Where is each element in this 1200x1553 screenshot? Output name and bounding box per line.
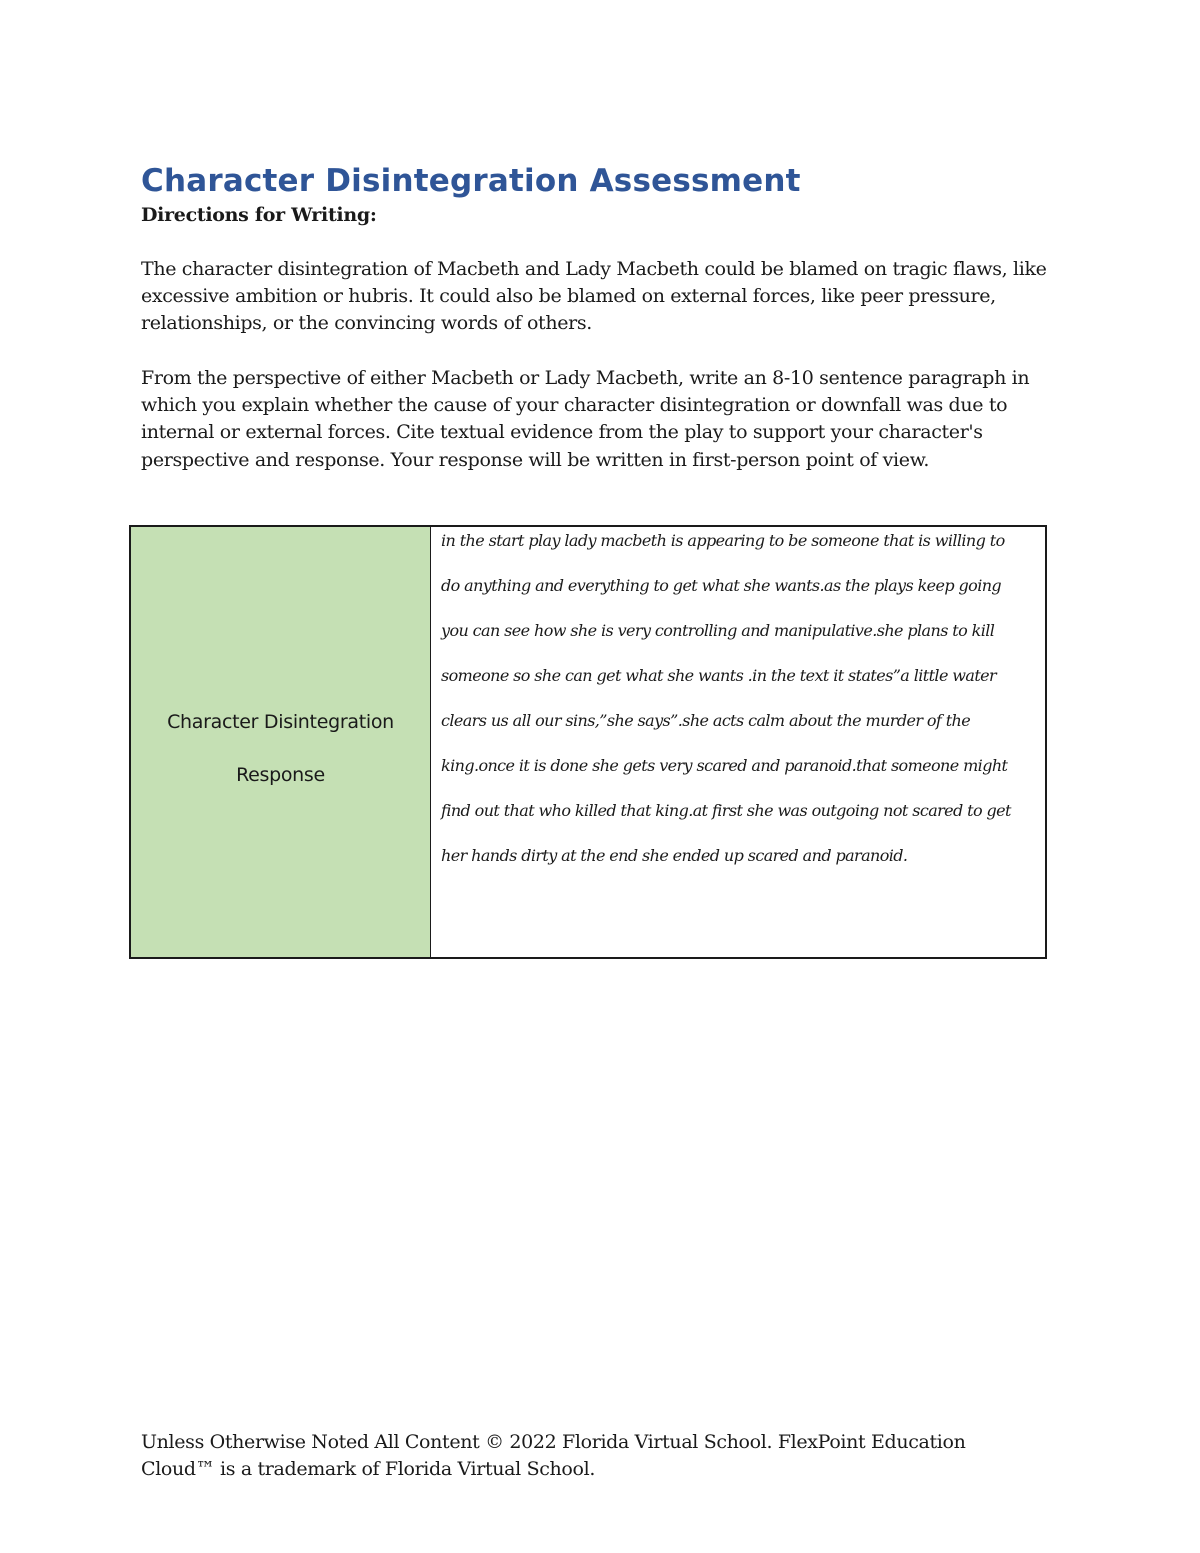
response-line: her hands dirty at the end she ended up scared and paranoid. (441, 846, 908, 865)
task-paragraph-line: internal or external forces. Cite textual evidence from the play to support your character's (141, 421, 983, 444)
response-line: do anything and everything to get what she wants.as the plays keep going (441, 576, 1002, 595)
response-line: in the start play lady macbeth is appearing to be someone that is willing to (441, 531, 1005, 550)
intro-paragraph-line: excessive ambition or hubris. It could also be blamed on external forces, like peer pressure, (141, 285, 996, 308)
response-text (441, 518, 1045, 878)
task-paragraph (141, 365, 1101, 474)
task-paragraph-line: perspective and response. Your response will be written in first-person point of view. (141, 448, 930, 471)
intro-paragraph-line: The character disintegration of Macbeth and Lady Macbeth could be blamed on tragic flaws, like (141, 258, 1047, 280)
intro-paragraph (141, 256, 1101, 338)
copyright-footer (141, 1429, 965, 1483)
directions-heading: Directions for Writing: (141, 204, 377, 226)
page-title: Character Disintegration Assessment (141, 163, 801, 199)
response-line: find out that who killed that king.at first she was outgoing not scared to get (441, 801, 1011, 820)
response-label-cell (131, 527, 431, 957)
response-label-line: Character Disintegration (167, 711, 394, 733)
response-line: you can see how she is very controlling and manipulative.she plans to kill (441, 621, 995, 640)
response-label-line: Response (236, 764, 325, 786)
footer-line: Cloud™ is a trademark of Florida Virtual School. (141, 1458, 596, 1480)
intro-paragraph-line: relationships, or the convincing words of others. (141, 312, 592, 335)
response-table (129, 525, 1047, 959)
response-line: someone so she can get what she wants .in the text it states”a little water (441, 666, 997, 685)
task-paragraph-line: which you explain whether the cause of your character disintegration or downfall was due to (141, 394, 1008, 417)
response-text-cell[interactable] (431, 527, 1045, 957)
task-paragraph-line: From the perspective of either Macbeth or Lady Macbeth, write an 8-10 sentence paragraph in (141, 367, 1030, 389)
footer-line: Unless Otherwise Noted All Content © 2022 Florida Virtual School. FlexPoint Education (141, 1431, 966, 1453)
response-line: king.once it is done she gets very scared and paranoid.that someone might (441, 756, 1008, 775)
response-line: clears us all our sins,”she says”.she acts calm about the murder of the (441, 711, 971, 730)
